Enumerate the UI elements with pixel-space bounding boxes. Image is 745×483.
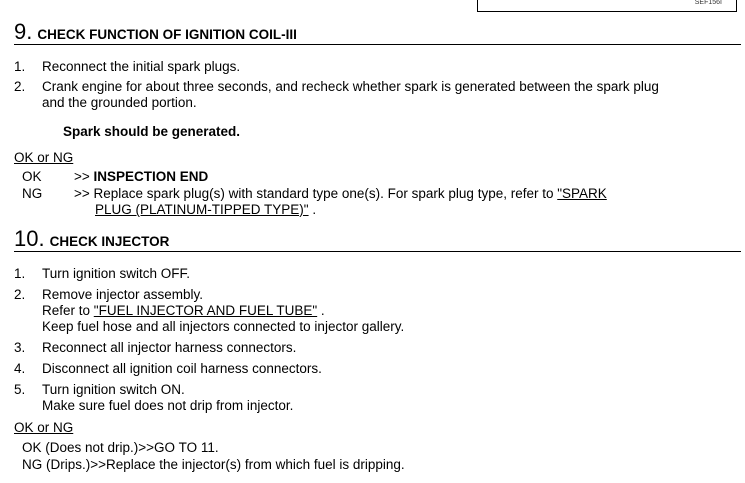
result-key: NG [22, 186, 43, 201]
result-key: OK [22, 169, 42, 184]
list-item [14, 59, 741, 75]
step-9-list [14, 59, 741, 111]
item-number: 1. [14, 266, 26, 281]
item-text-line: Remove injector assembly. [42, 287, 204, 302]
result-ng: NG (Drips.)>>Replace the injector(s) from which fuel is dripping. [22, 457, 405, 472]
inspection-end-text: INSPECTION END [93, 169, 209, 184]
item-text-line: and the grounded portion. [42, 95, 197, 110]
step-9-number: 9. [14, 19, 33, 44]
item-text: Reconnect the initial spark plugs. [42, 59, 241, 74]
refer-prefix: Refer to [42, 303, 94, 318]
spark-plug-link-cont[interactable]: PLUG (PLATINUM-TIPPED TYPE)" [95, 202, 309, 217]
result-ng [22, 186, 741, 218]
item-text-line: Crank engine for about three seconds, and recheck whether spark is generated between the spark plug [42, 79, 659, 94]
item-text: Turn ignition switch OFF. [42, 266, 191, 281]
result-ok [22, 169, 741, 185]
result-prefix: >> Replace spark plug(s) with standard type one(s). For spark plug type, refer to [74, 186, 558, 201]
item-text-line: Make sure fuel does not drip from injector. [42, 398, 294, 413]
item-text-line: Keep fuel hose and all injectors connected to injector gallery. [42, 319, 405, 334]
result-value [74, 169, 741, 185]
list-item [14, 287, 741, 335]
step-10-number: 10. [14, 226, 45, 251]
item-number: 5. [14, 382, 26, 397]
list-item [14, 79, 741, 111]
figure-code: SEF156I [694, 0, 722, 6]
item-text: Reconnect all injector harness connectors. [42, 340, 297, 355]
fuel-injector-link[interactable]: "FUEL INJECTOR AND FUEL TUBE" [93, 303, 318, 318]
item-text-line: Turn ignition switch ON. [42, 382, 185, 397]
item-text [42, 382, 741, 414]
refer-suffix: . [317, 303, 325, 318]
figure-frame [477, 0, 737, 12]
item-text [42, 287, 741, 335]
step-10-list [14, 266, 741, 414]
item-text [42, 79, 741, 111]
okng-heading: OK or NG [14, 150, 74, 165]
result-value [74, 186, 741, 218]
spark-note: Spark should be generated. [63, 124, 241, 139]
okng-heading: OK or NG [14, 420, 74, 435]
step-10-title: CHECK INJECTOR [49, 234, 170, 249]
step-9-title: CHECK FUNCTION OF IGNITION COIL-III [37, 27, 297, 42]
result-suffix: . [308, 202, 317, 217]
item-number: 2. [14, 287, 26, 302]
list-item [14, 382, 741, 414]
item-number: 2. [14, 79, 26, 94]
result-ok: OK (Does not drip.)>>GO TO 11. [22, 440, 219, 455]
item-number: 4. [14, 361, 26, 376]
step-9-heading [14, 20, 741, 45]
item-number: 3. [14, 340, 26, 355]
list-item [14, 361, 741, 377]
list-item [14, 266, 741, 282]
step-10-heading [14, 227, 741, 252]
list-item [14, 340, 741, 356]
result-prefix: >> [74, 169, 94, 184]
item-number: 1. [14, 59, 26, 74]
item-text: Disconnect all ignition coil harness connectors. [42, 361, 322, 376]
spark-plug-link[interactable]: "SPARK [557, 186, 607, 201]
